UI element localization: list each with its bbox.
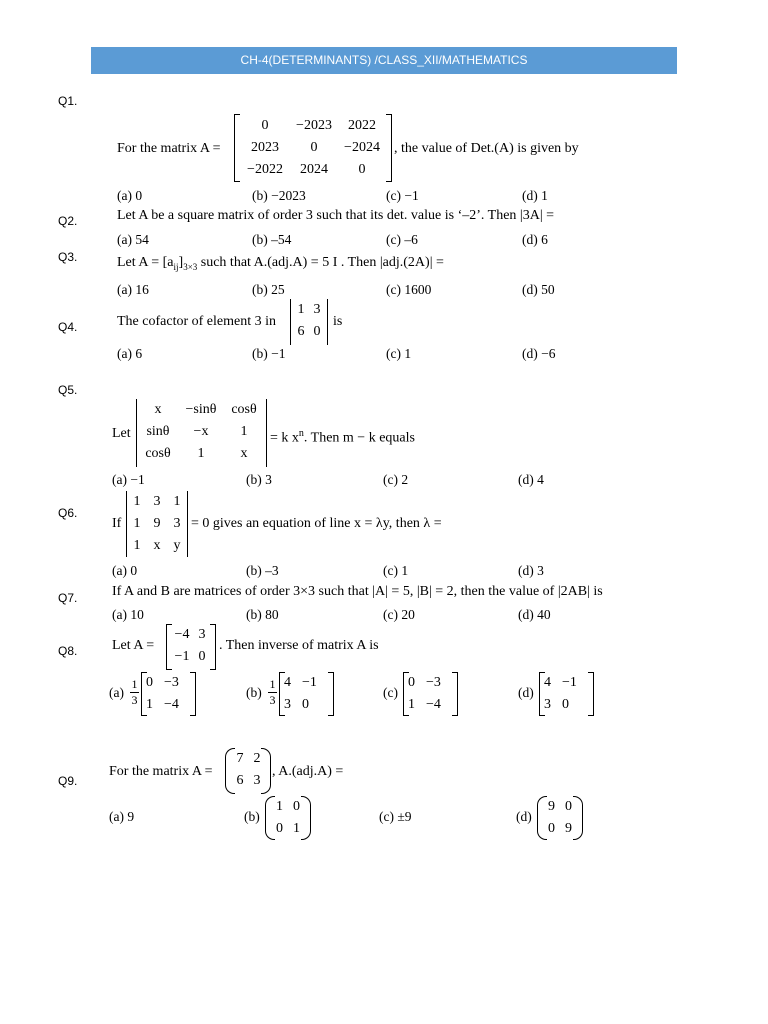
q5-option-c: (c) 2 [383, 472, 409, 487]
q1-matrix-cell: −2022 [247, 162, 283, 177]
q1-matrix-cell: 2023 [251, 140, 279, 155]
q7-number: Q7. [58, 591, 78, 605]
q6-det-cell: 1 [133, 516, 141, 531]
q7-text: If A and B are matrices of order 3×3 such that |A| = 5, |B| = 2, then the value of |2AB| is [112, 584, 603, 599]
q8-option-a-numerator: 1 [131, 677, 138, 691]
q1-option-c: (c) −1 [386, 188, 419, 203]
q5-det-cell: cosθ [231, 402, 257, 417]
q3-number: Q3. [58, 250, 78, 264]
q5-det-cell: sinθ [146, 424, 170, 439]
q3-text-pre: Let A = [a [117, 255, 174, 270]
q4-option-a: (a) 6 [117, 346, 143, 361]
q1-matrix-cell: 2022 [348, 118, 376, 133]
q6-text-post: = 0 gives an equation of line x = λy, then λ = [191, 516, 442, 531]
q3-option-c: (c) 1600 [386, 282, 432, 297]
header-title: CH-4(DETERMINANTS) /CLASS_XII/MATHEMATICS [240, 53, 528, 67]
q9-option-a: (a) 9 [109, 809, 135, 824]
q6-det-cell: 1 [173, 494, 181, 509]
q6-option-b: (b) –3 [246, 563, 279, 578]
q8-option-a-cell: −4 [164, 697, 179, 712]
q6-option-a: (a) 0 [112, 563, 138, 578]
q8-option-c-matrix [403, 672, 458, 716]
q6-det-cell: 3 [173, 516, 181, 531]
q4-text-pre: The cofactor of element 3 in [117, 314, 276, 329]
q8-option-b-matrix [279, 672, 334, 716]
q8-option-c-cell: −3 [426, 675, 441, 690]
q4-det-cell: 1 [297, 302, 305, 317]
q6-det-cell: y [173, 538, 181, 553]
q2-option-a: (a) 54 [117, 232, 149, 247]
q4-option-c: (c) 1 [386, 346, 412, 361]
q6-number: Q6. [58, 506, 78, 520]
q5-det-cell: x [154, 402, 162, 417]
q5-option-a: (a) −1 [112, 472, 145, 487]
q5-det-cell: 1 [197, 446, 205, 461]
q4-det-cell: 6 [297, 324, 305, 339]
q5-determinant [136, 399, 267, 467]
q9-option-d-cell: 0 [548, 821, 555, 836]
q9-text-pre: For the matrix A = [109, 764, 213, 779]
q2-option-b: (b) –54 [252, 232, 292, 247]
q1-option-d: (d) 1 [522, 188, 548, 203]
q1-matrix-cell: 2024 [300, 162, 328, 177]
q1-text-post: , the value of Det.(A) is given by [394, 141, 579, 156]
q4-option-b: (b) −1 [252, 346, 286, 361]
q8-option-d-matrix [539, 672, 594, 716]
q6-option-c: (c) 1 [383, 563, 409, 578]
q9-option-d-matrix [537, 796, 583, 840]
q8-option-a-matrix [141, 672, 196, 716]
q6-det-cell: 9 [153, 516, 161, 531]
q5-det-cell: 1 [240, 424, 248, 439]
q8-option-b-fraction [268, 677, 277, 708]
q5-det-cell: cosθ [145, 446, 171, 461]
q8-option-d-cell: 4 [544, 675, 551, 690]
q8-option-d-cell: 0 [562, 697, 569, 712]
q1-matrix [234, 114, 392, 182]
q4-determinant [290, 299, 328, 345]
q5-text-post-a: = k x [270, 430, 299, 446]
q8-option-b-cell: 0 [302, 697, 309, 712]
q8-option-d-label: (d) [518, 685, 534, 700]
q9-matrix-cell: 2 [253, 751, 261, 766]
q3-subscript-ij: ij [173, 261, 179, 272]
q9-option-b-cell: 1 [293, 821, 300, 836]
q9-option-d-cell: 0 [565, 799, 572, 814]
q8-text-pre: Let A = [112, 638, 155, 653]
q5-text-post [270, 425, 415, 448]
q8-option-b-numerator: 1 [269, 677, 276, 691]
q7-option-b: (b) 80 [246, 607, 279, 622]
q5-det-cell: x [240, 446, 248, 461]
q7-option-d: (d) 40 [518, 607, 551, 622]
q8-option-c-label: (c) [383, 685, 398, 700]
q5-det-cell: −x [193, 424, 209, 439]
q3-option-a: (a) 16 [117, 282, 149, 297]
q9-option-d-cell: 9 [565, 821, 572, 836]
q5-option-b: (b) 3 [246, 472, 272, 487]
q8-number: Q8. [58, 644, 78, 658]
q8-option-a-fraction [130, 677, 139, 708]
q8-option-c-cell: 0 [408, 675, 415, 690]
q1-option-b: (b) −2023 [252, 188, 306, 203]
q3-text-post: such that A.(adj.A) = 5 I . Then |adj.(2A)| = [197, 255, 444, 270]
q2-option-c: (c) –6 [386, 232, 418, 247]
q9-option-b-cell: 0 [276, 821, 283, 836]
q6-option-d: (d) 3 [518, 563, 544, 578]
q1-matrix-cell: −2024 [344, 140, 380, 155]
q8-option-a-denominator: 3 [131, 693, 138, 707]
q6-det-cell: x [153, 538, 161, 553]
q5-det-cell: −sinθ [185, 402, 217, 417]
q3-text [117, 254, 444, 276]
q1-text-pre: For the matrix A = [117, 141, 221, 156]
q8-option-b-denominator: 3 [269, 693, 276, 707]
q8-matrix-cell: −1 [174, 649, 190, 664]
q4-det-cell: 3 [313, 302, 321, 317]
q2-option-d: (d) 6 [522, 232, 548, 247]
q8-option-b-cell: 3 [284, 697, 291, 712]
q5-text-post-b: . Then m − k equals [303, 430, 415, 446]
q8-option-a-cell: 1 [146, 697, 153, 712]
q9-number: Q9. [58, 774, 78, 788]
q4-det-cell: 0 [313, 324, 321, 339]
q8-matrix [166, 624, 216, 670]
q9-option-b-cell: 0 [293, 799, 300, 814]
q4-option-d: (d) −6 [522, 346, 556, 361]
q5-superscript: n [298, 428, 304, 439]
q9-matrix-cell: 7 [236, 751, 244, 766]
q1-option-a: (a) 0 [117, 188, 143, 203]
q9-matrix-cell: 6 [236, 773, 244, 788]
header-banner [91, 47, 677, 74]
q9-matrix-cell: 3 [253, 773, 261, 788]
q8-option-c-cell: 1 [408, 697, 415, 712]
q9-option-b-cell: 1 [276, 799, 283, 814]
q1-matrix-cell: 0 [358, 162, 366, 177]
q6-det-cell: 1 [133, 538, 141, 553]
q8-matrix-cell: −4 [174, 627, 190, 642]
q6-det-cell: 3 [153, 494, 161, 509]
q6-determinant [126, 491, 188, 557]
q8-option-d-cell: 3 [544, 697, 551, 712]
q4-text-post: is [333, 314, 343, 329]
q1-matrix-cell: 0 [310, 140, 318, 155]
q8-option-c-cell: −4 [426, 697, 441, 712]
q8-option-b-cell: 4 [284, 675, 291, 690]
q6-det-cell: 1 [133, 494, 141, 509]
q9-option-b-label: (b) [244, 809, 260, 824]
q8-option-a-cell: −3 [164, 675, 179, 690]
q8-option-a-label: (a) [109, 685, 124, 700]
q8-matrix-cell: 3 [198, 627, 206, 642]
q8-option-b-cell: −1 [302, 675, 317, 690]
q2-text: Let A be a square matrix of order 3 such that its det. value is ‘–2’. Then |3A| = [117, 208, 555, 223]
q4-number: Q4. [58, 320, 78, 334]
q9-option-d-label: (d) [516, 809, 532, 824]
q2-number: Q2. [58, 214, 78, 228]
q9-option-d-cell: 9 [548, 799, 555, 814]
q5-option-d: (d) 4 [518, 472, 544, 487]
q8-matrix-cell: 0 [198, 649, 206, 664]
q1-number: Q1. [58, 94, 78, 108]
q1-matrix-cell: −2023 [296, 118, 332, 133]
q6-text-pre: If [112, 516, 122, 531]
q3-option-d: (d) 50 [522, 282, 555, 297]
q8-option-d-cell: −1 [562, 675, 577, 690]
q3-option-b: (b) 25 [252, 282, 285, 297]
q1-matrix-cell: 0 [261, 118, 269, 133]
q8-option-b-label: (b) [246, 685, 262, 700]
q8-option-a-cell: 0 [146, 675, 153, 690]
q9-text-post: , A.(adj.A) = [272, 764, 344, 779]
q9-matrix [225, 748, 271, 794]
q7-option-c: (c) 20 [383, 607, 415, 622]
q9-option-c: (c) ±9 [379, 809, 412, 824]
q3-text-mid: ] [178, 255, 184, 270]
q9-option-b-matrix [265, 796, 311, 840]
q5-text-pre: Let [112, 426, 131, 441]
q5-number: Q5. [58, 383, 78, 397]
q7-option-a: (a) 10 [112, 607, 144, 622]
q3-subscript-order: 3×3 [183, 261, 198, 272]
q8-text-post: . Then inverse of matrix A is [219, 638, 379, 653]
